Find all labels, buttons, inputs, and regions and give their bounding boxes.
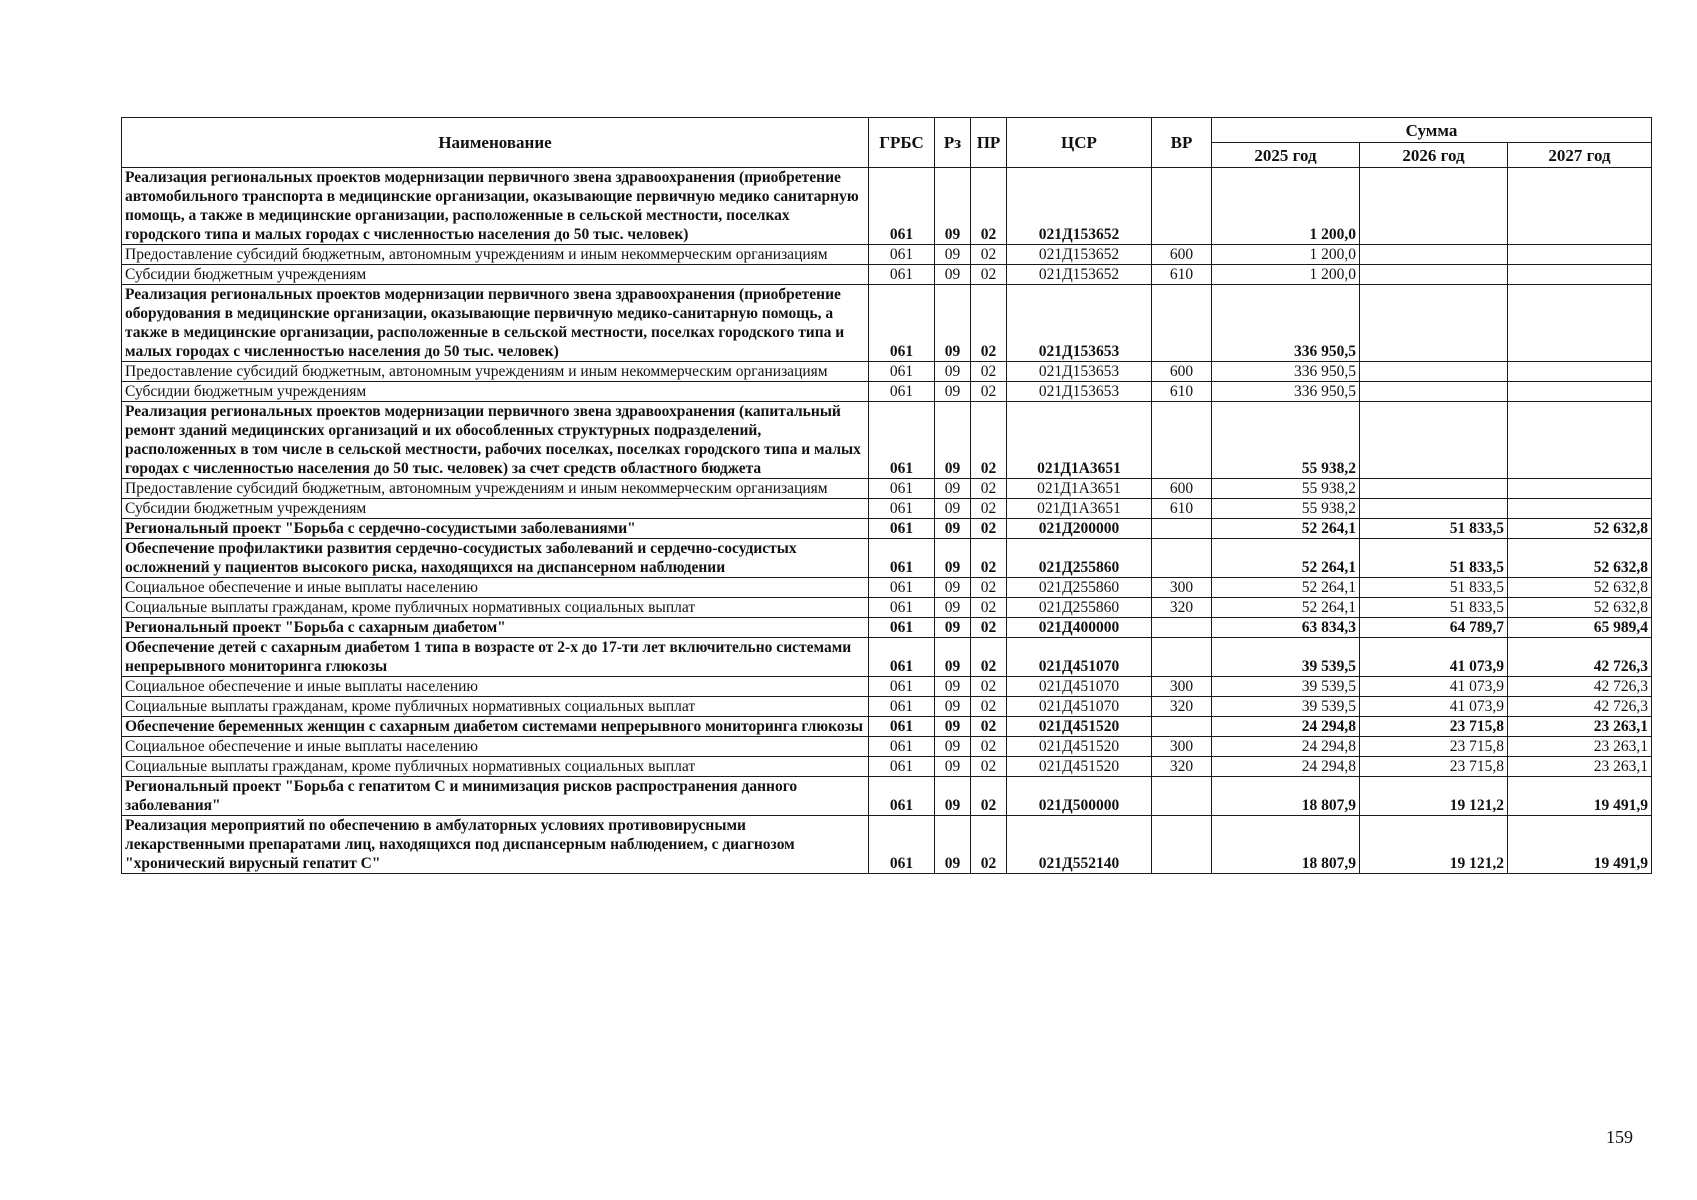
row-grbs: 061	[869, 245, 935, 265]
row-csr: 021Д153652	[1007, 168, 1152, 245]
row-sum-2025: 336 950,5	[1212, 382, 1360, 402]
row-csr: 021Д153653	[1007, 285, 1152, 362]
row-vr: 610	[1152, 382, 1212, 402]
row-sum-2027: 52 632,8	[1508, 598, 1652, 618]
row-grbs: 061	[869, 757, 935, 777]
row-vr	[1152, 168, 1212, 245]
row-grbs: 061	[869, 717, 935, 737]
row-sum-2027	[1508, 402, 1652, 479]
row-grbs: 061	[869, 697, 935, 717]
row-sum-2027: 42 726,3	[1508, 677, 1652, 697]
row-sum-2025: 1 200,0	[1212, 168, 1360, 245]
row-rz: 09	[935, 479, 971, 499]
row-sum-2025: 52 264,1	[1212, 578, 1360, 598]
row-sum-2026: 23 715,8	[1360, 717, 1508, 737]
row-csr: 021Д451070	[1007, 677, 1152, 697]
row-sum-2027: 52 632,8	[1508, 539, 1652, 578]
row-rz: 09	[935, 598, 971, 618]
row-grbs: 061	[869, 618, 935, 638]
row-name: Социальные выплаты гражданам, кроме публичных нормативных социальных выплат	[122, 757, 869, 777]
row-sum-2025: 1 200,0	[1212, 265, 1360, 285]
row-grbs: 061	[869, 285, 935, 362]
row-name: Субсидии бюджетным учреждениям	[122, 499, 869, 519]
row-vr: 600	[1152, 245, 1212, 265]
row-sum-2026	[1360, 362, 1508, 382]
row-csr: 021Д153653	[1007, 362, 1152, 382]
row-csr: 021Д451520	[1007, 737, 1152, 757]
row-grbs: 061	[869, 638, 935, 677]
row-grbs: 061	[869, 499, 935, 519]
row-grbs: 061	[869, 598, 935, 618]
table-row	[122, 168, 1652, 245]
row-sum-2026: 64 789,7	[1360, 618, 1508, 638]
row-vr	[1152, 717, 1212, 737]
row-vr	[1152, 777, 1212, 816]
row-vr: 610	[1152, 265, 1212, 285]
row-csr: 021Д451070	[1007, 638, 1152, 677]
row-csr: 021Д552140	[1007, 816, 1152, 874]
row-sum-2025: 55 938,2	[1212, 402, 1360, 479]
table-row	[122, 479, 1652, 499]
row-sum-2026: 41 073,9	[1360, 697, 1508, 717]
row-pr: 02	[971, 499, 1007, 519]
row-vr: 300	[1152, 578, 1212, 598]
row-vr: 320	[1152, 757, 1212, 777]
row-sum-2025: 24 294,8	[1212, 757, 1360, 777]
row-grbs: 061	[869, 578, 935, 598]
row-rz: 09	[935, 382, 971, 402]
table-row	[122, 499, 1652, 519]
row-grbs: 061	[869, 168, 935, 245]
table-row	[122, 265, 1652, 285]
row-vr	[1152, 816, 1212, 874]
table-row	[122, 618, 1652, 638]
row-name: Предоставление субсидий бюджетным, автономным учреждениям и иным некоммерческим организациям	[122, 479, 869, 499]
table-row	[122, 519, 1652, 539]
row-csr: 021Д400000	[1007, 618, 1152, 638]
row-sum-2027: 65 989,4	[1508, 618, 1652, 638]
row-sum-2025: 52 264,1	[1212, 598, 1360, 618]
row-grbs: 061	[869, 777, 935, 816]
row-rz: 09	[935, 362, 971, 382]
row-grbs: 061	[869, 382, 935, 402]
row-csr: 021Д1А3651	[1007, 479, 1152, 499]
page-number: 159	[1606, 1127, 1633, 1147]
row-vr	[1152, 638, 1212, 677]
budget-sheet	[121, 117, 1651, 874]
row-sum-2025: 52 264,1	[1212, 519, 1360, 539]
row-name: Региональный проект "Борьба с сахарным диабетом"	[122, 618, 869, 638]
row-pr: 02	[971, 265, 1007, 285]
row-vr: 320	[1152, 697, 1212, 717]
row-rz: 09	[935, 245, 971, 265]
row-name: Субсидии бюджетным учреждениям	[122, 382, 869, 402]
row-pr: 02	[971, 717, 1007, 737]
row-sum-2025: 336 950,5	[1212, 362, 1360, 382]
table-row	[122, 677, 1652, 697]
row-csr: 021Д153652	[1007, 265, 1152, 285]
row-rz: 09	[935, 717, 971, 737]
row-sum-2027: 23 263,1	[1508, 717, 1652, 737]
row-pr: 02	[971, 519, 1007, 539]
row-pr: 02	[971, 382, 1007, 402]
header-sum: Сумма	[1212, 118, 1652, 143]
table-row	[122, 285, 1652, 362]
row-sum-2025: 18 807,9	[1212, 777, 1360, 816]
row-sum-2025: 18 807,9	[1212, 816, 1360, 874]
row-rz: 09	[935, 578, 971, 598]
row-sum-2025: 55 938,2	[1212, 479, 1360, 499]
row-pr: 02	[971, 479, 1007, 499]
row-vr	[1152, 285, 1212, 362]
row-sum-2027	[1508, 245, 1652, 265]
table-row	[122, 717, 1652, 737]
table-row	[122, 578, 1652, 598]
row-sum-2027	[1508, 382, 1652, 402]
header-row	[122, 118, 1652, 143]
row-csr: 021Д451520	[1007, 717, 1152, 737]
row-pr: 02	[971, 362, 1007, 382]
row-sum-2025: 63 834,3	[1212, 618, 1360, 638]
row-sum-2026	[1360, 168, 1508, 245]
row-name: Региональный проект "Борьба с сердечно-сосудистыми заболеваниями"	[122, 519, 869, 539]
row-sum-2027: 52 632,8	[1508, 519, 1652, 539]
row-pr: 02	[971, 618, 1007, 638]
row-sum-2026	[1360, 245, 1508, 265]
row-sum-2026: 19 121,2	[1360, 777, 1508, 816]
row-name: Социальные выплаты гражданам, кроме публичных нормативных социальных выплат	[122, 697, 869, 717]
header-csr: ЦСР	[1007, 118, 1152, 168]
row-name: Социальное обеспечение и иные выплаты населению	[122, 677, 869, 697]
row-sum-2025: 336 950,5	[1212, 285, 1360, 362]
header-pr: ПР	[971, 118, 1007, 168]
row-vr	[1152, 402, 1212, 479]
row-pr: 02	[971, 757, 1007, 777]
row-csr: 021Д255860	[1007, 598, 1152, 618]
row-sum-2026	[1360, 265, 1508, 285]
header-2027: 2027 год	[1508, 143, 1652, 168]
table-row	[122, 362, 1652, 382]
budget-table	[121, 117, 1652, 874]
row-sum-2027	[1508, 499, 1652, 519]
row-sum-2026: 51 833,5	[1360, 539, 1508, 578]
row-name: Социальное обеспечение и иные выплаты населению	[122, 737, 869, 757]
row-sum-2027: 19 491,9	[1508, 816, 1652, 874]
table-row	[122, 737, 1652, 757]
row-pr: 02	[971, 737, 1007, 757]
row-sum-2025: 39 539,5	[1212, 677, 1360, 697]
row-vr: 600	[1152, 362, 1212, 382]
row-rz: 09	[935, 539, 971, 578]
row-sum-2027	[1508, 285, 1652, 362]
row-pr: 02	[971, 402, 1007, 479]
row-vr: 600	[1152, 479, 1212, 499]
row-name: Реализация региональных проектов модернизации первичного звена здравоохранения (приобретение оборудования в медицинские организации, оказывающие первичную медико-санитарную помощь, а также в медицинские организации, расположенные в сельской местности, поселках городского типа и малых городах с численностью населения до 50 тыс. человек)	[122, 285, 869, 362]
row-sum-2027	[1508, 479, 1652, 499]
row-pr: 02	[971, 245, 1007, 265]
row-name: Социальное обеспечение и иные выплаты населению	[122, 578, 869, 598]
row-rz: 09	[935, 777, 971, 816]
row-pr: 02	[971, 677, 1007, 697]
row-grbs: 061	[869, 677, 935, 697]
row-rz: 09	[935, 677, 971, 697]
row-sum-2026: 23 715,8	[1360, 757, 1508, 777]
row-csr: 021Д451520	[1007, 757, 1152, 777]
row-rz: 09	[935, 757, 971, 777]
row-name: Реализация мероприятий по обеспечению в амбулаторных условиях противовирусными лекарственными препаратами лиц, находящихся под диспансерным наблюдением, с диагнозом "хронический вирусный гепатит С"	[122, 816, 869, 874]
row-sum-2027: 52 632,8	[1508, 578, 1652, 598]
row-sum-2026	[1360, 285, 1508, 362]
table-row	[122, 638, 1652, 677]
row-sum-2026: 23 715,8	[1360, 737, 1508, 757]
row-pr: 02	[971, 777, 1007, 816]
row-vr	[1152, 519, 1212, 539]
row-csr: 021Д255860	[1007, 578, 1152, 598]
header-vr: ВР	[1152, 118, 1212, 168]
row-rz: 09	[935, 499, 971, 519]
row-sum-2027	[1508, 168, 1652, 245]
row-sum-2026	[1360, 402, 1508, 479]
row-name: Предоставление субсидий бюджетным, автономным учреждениям и иным некоммерческим организациям	[122, 245, 869, 265]
row-pr: 02	[971, 168, 1007, 245]
row-name: Обеспечение детей с сахарным диабетом 1 типа в возрасте от 2-х до 17-ти лет включительно системами непрерывного мониторинга глюкозы	[122, 638, 869, 677]
row-rz: 09	[935, 519, 971, 539]
row-name: Предоставление субсидий бюджетным, автономным учреждениям и иным некоммерческим организациям	[122, 362, 869, 382]
row-csr: 021Д153653	[1007, 382, 1152, 402]
row-sum-2026: 19 121,2	[1360, 816, 1508, 874]
row-grbs: 061	[869, 402, 935, 479]
row-vr	[1152, 539, 1212, 578]
header-2025: 2025 год	[1212, 143, 1360, 168]
table-row	[122, 539, 1652, 578]
row-name: Реализация региональных проектов модернизации первичного звена здравоохранения (капитальный ремонт зданий медицинских организаций и их обособленных структурных подразделений, расположенных в том числе в сельской местности, рабочих поселках, поселках городского типа и малых городах с численностью населения до 50 тыс. человек) за счет средств областного бюджета	[122, 402, 869, 479]
row-rz: 09	[935, 265, 971, 285]
table-row	[122, 382, 1652, 402]
row-name: Социальные выплаты гражданам, кроме публичных нормативных социальных выплат	[122, 598, 869, 618]
row-vr: 300	[1152, 737, 1212, 757]
row-grbs: 061	[869, 816, 935, 874]
row-name: Субсидии бюджетным учреждениям	[122, 265, 869, 285]
row-sum-2027: 42 726,3	[1508, 697, 1652, 717]
table-row	[122, 697, 1652, 717]
row-grbs: 061	[869, 362, 935, 382]
row-grbs: 061	[869, 519, 935, 539]
row-grbs: 061	[869, 737, 935, 757]
row-name: Реализация региональных проектов модернизации первичного звена здравоохранения (приобретение автомобильного транспорта в медицинские организации, оказывающие первичную медико санитарную помощь, а также в медицинские организации, расположенные в сельской местности, поселках городского типа и малых городах с численностью населения до 50 тыс. человек)	[122, 168, 869, 245]
row-sum-2027	[1508, 265, 1652, 285]
row-sum-2026: 51 833,5	[1360, 519, 1508, 539]
row-sum-2026	[1360, 479, 1508, 499]
header-2026: 2026 год	[1360, 143, 1508, 168]
row-vr	[1152, 618, 1212, 638]
row-name: Обеспечение профилактики развития сердечно-сосудистых заболеваний и сердечно-сосудистых осложнений у пациентов высокого риска, находящихся на диспансерном наблюдении	[122, 539, 869, 578]
row-pr: 02	[971, 638, 1007, 677]
row-rz: 09	[935, 618, 971, 638]
row-sum-2026: 41 073,9	[1360, 638, 1508, 677]
row-grbs: 061	[869, 265, 935, 285]
row-rz: 09	[935, 638, 971, 677]
row-rz: 09	[935, 816, 971, 874]
row-sum-2025: 52 264,1	[1212, 539, 1360, 578]
row-rz: 09	[935, 697, 971, 717]
row-sum-2026	[1360, 382, 1508, 402]
row-vr: 610	[1152, 499, 1212, 519]
table-row	[122, 777, 1652, 816]
row-name: Обеспечение беременных женщин с сахарным диабетом системами непрерывного мониторинга глюкозы	[122, 717, 869, 737]
row-sum-2027: 23 263,1	[1508, 757, 1652, 777]
row-pr: 02	[971, 578, 1007, 598]
row-sum-2025: 55 938,2	[1212, 499, 1360, 519]
row-rz: 09	[935, 285, 971, 362]
row-sum-2027: 19 491,9	[1508, 777, 1652, 816]
header-grbs: ГРБС	[869, 118, 935, 168]
table-row	[122, 245, 1652, 265]
row-sum-2026: 51 833,5	[1360, 598, 1508, 618]
table-row	[122, 757, 1652, 777]
header-name: Наименование	[122, 118, 869, 168]
table-row	[122, 598, 1652, 618]
row-vr: 300	[1152, 677, 1212, 697]
row-sum-2025: 24 294,8	[1212, 737, 1360, 757]
row-pr: 02	[971, 539, 1007, 578]
row-pr: 02	[971, 697, 1007, 717]
row-sum-2027	[1508, 362, 1652, 382]
row-csr: 021Д255860	[1007, 539, 1152, 578]
table-row	[122, 402, 1652, 479]
row-sum-2026: 41 073,9	[1360, 677, 1508, 697]
row-sum-2025: 39 539,5	[1212, 638, 1360, 677]
row-pr: 02	[971, 598, 1007, 618]
table-body	[122, 168, 1652, 874]
row-csr: 021Д200000	[1007, 519, 1152, 539]
row-sum-2025: 24 294,8	[1212, 717, 1360, 737]
row-pr: 02	[971, 816, 1007, 874]
row-rz: 09	[935, 168, 971, 245]
row-grbs: 061	[869, 539, 935, 578]
row-csr: 021Д1А3651	[1007, 402, 1152, 479]
row-sum-2025: 1 200,0	[1212, 245, 1360, 265]
row-name: Региональный проект "Борьба с гепатитом С и минимизация рисков распространения данного заболевания"	[122, 777, 869, 816]
row-csr: 021Д451070	[1007, 697, 1152, 717]
row-csr: 021Д500000	[1007, 777, 1152, 816]
row-pr: 02	[971, 285, 1007, 362]
row-rz: 09	[935, 737, 971, 757]
row-csr: 021Д1А3651	[1007, 499, 1152, 519]
header-rz: Рз	[935, 118, 971, 168]
row-vr: 320	[1152, 598, 1212, 618]
row-grbs: 061	[869, 479, 935, 499]
row-sum-2025: 39 539,5	[1212, 697, 1360, 717]
row-csr: 021Д153652	[1007, 245, 1152, 265]
table-row	[122, 816, 1652, 874]
row-rz: 09	[935, 402, 971, 479]
row-sum-2027: 23 263,1	[1508, 737, 1652, 757]
row-sum-2026: 51 833,5	[1360, 578, 1508, 598]
row-sum-2026	[1360, 499, 1508, 519]
row-sum-2027: 42 726,3	[1508, 638, 1652, 677]
